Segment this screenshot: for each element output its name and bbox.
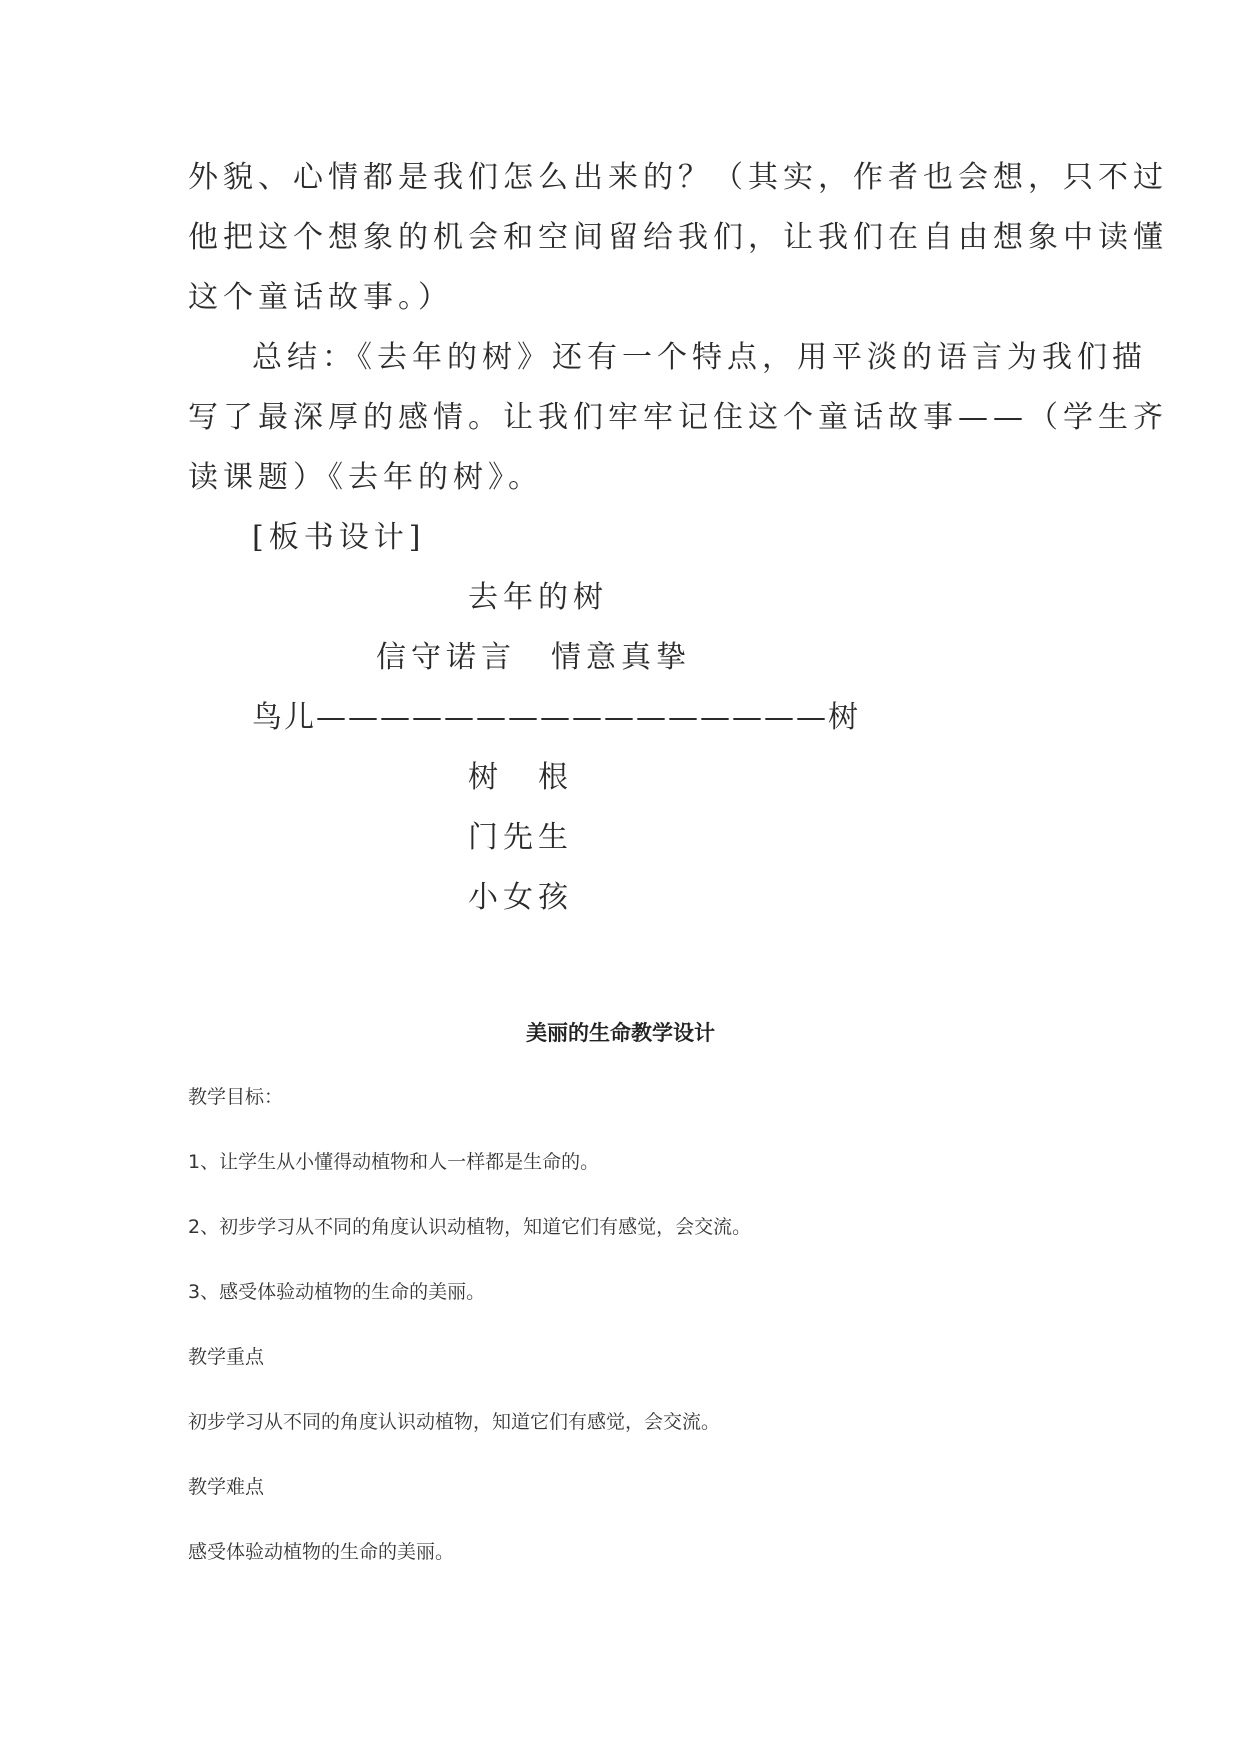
focus-label: 教学重点 — [188, 1346, 265, 1368]
board-item-roots: 树 根 — [468, 760, 573, 795]
paragraph-line-2: 他把这个想象的机会和空间留给我们，让我们在自由想象中读懂 — [188, 220, 1168, 255]
board-title: 去年的树 — [468, 580, 608, 615]
goal-item-3: 3、感受体验动植物的生命的美丽。 — [188, 1281, 486, 1303]
paragraph-line-1: 外貌、心情都是我们怎么出来的？（其实，作者也会想，只不过 — [188, 160, 1168, 195]
summary-line-1: 总结：《去年的树》还有一个特点，用平淡的语言为我们描 — [252, 340, 1147, 375]
goals-label: 教学目标： — [188, 1086, 284, 1108]
board-theme: 信守诺言 情意真挚 — [376, 640, 691, 675]
difficulty-text: 感受体验动植物的生命的美丽。 — [188, 1541, 455, 1563]
board-link-line: 鸟儿————————————————树 — [252, 700, 860, 735]
board-item-gate: 门先生 — [468, 820, 573, 855]
summary-line-2: 写了最深厚的感情。让我们牢牢记住这个童话故事——（学生齐 — [188, 400, 1168, 435]
board-heading: [板书设计] — [252, 520, 426, 555]
summary-line-3: 读课题）《去年的树》。 — [188, 460, 543, 495]
goal-item-2: 2、初步学习从不同的角度认识动植物，知道它们有感觉，会交流。 — [188, 1216, 752, 1238]
lesson-title: 美丽的生命教学设计 — [526, 1021, 715, 1045]
difficulty-label: 教学难点 — [188, 1476, 265, 1498]
focus-text: 初步学习从不同的角度认识动植物，知道它们有感觉，会交流。 — [188, 1411, 721, 1433]
board-item-girl: 小女孩 — [468, 880, 573, 915]
paragraph-line-3: 这个童话故事。） — [188, 280, 453, 315]
goal-item-1: 1、让学生从小懂得动植物和人一样都是生命的。 — [188, 1151, 600, 1173]
